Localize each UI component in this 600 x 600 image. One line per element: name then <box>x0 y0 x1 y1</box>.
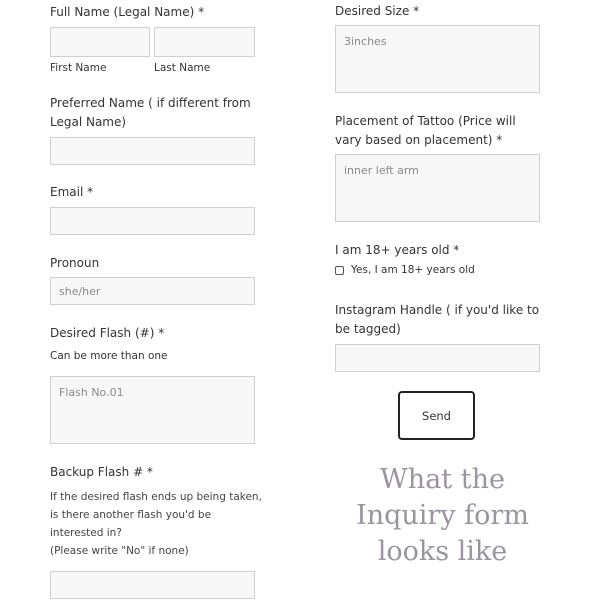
instagram-label: Instagram Handle ( if you'd like to be tagged) <box>335 303 540 336</box>
backup-flash-help-line: is there another flash you'd be <box>50 509 212 521</box>
email-input[interactable] <box>50 207 255 235</box>
placement-label: Placement of Tattoo (Price will vary based on placement) * <box>335 114 516 147</box>
backup-flash-help-line: interested in? <box>50 527 122 539</box>
age-label: I am 18+ years old * <box>335 243 460 257</box>
desired-size-textarea[interactable] <box>335 25 540 93</box>
caption-line: What the <box>380 464 505 495</box>
desired-flash-label: Desired Flash (#) * <box>50 326 165 340</box>
preferred-name-label: Preferred Name ( if different from Legal Name) <box>50 96 251 129</box>
email-label: Email * <box>50 185 94 199</box>
pronoun-input[interactable] <box>50 277 255 305</box>
desired-size-label: Desired Size * <box>335 4 420 18</box>
first-name-sublabel: First Name <box>50 62 107 74</box>
caption-text <box>330 462 555 570</box>
send-button[interactable]: Send <box>398 391 475 440</box>
full-name-label: Full Name (Legal Name) * <box>50 5 205 19</box>
instagram-input[interactable] <box>335 344 540 372</box>
last-name-sublabel: Last Name <box>154 62 211 74</box>
caption-line: looks like <box>377 536 508 567</box>
backup-flash-help-line: (Please write "No" if none) <box>50 545 189 557</box>
last-name-input[interactable] <box>154 27 255 57</box>
backup-flash-label: Backup Flash # * <box>50 465 153 479</box>
age-checkbox[interactable] <box>335 266 344 275</box>
desired-flash-help: Can be more than one <box>50 350 168 362</box>
backup-flash-help-line: If the desired flash ends up being taken, <box>50 491 262 503</box>
desired-flash-textarea[interactable] <box>50 376 255 444</box>
placement-textarea[interactable] <box>335 154 540 222</box>
first-name-input[interactable] <box>50 27 150 57</box>
pronoun-label: Pronoun <box>50 256 100 270</box>
preferred-name-input[interactable] <box>50 137 255 165</box>
age-checkbox-label[interactable]: Yes, I am 18+ years old <box>351 264 475 276</box>
backup-flash-input[interactable] <box>50 571 255 599</box>
backup-flash-help <box>50 488 265 560</box>
caption-line: Inquiry form <box>356 500 529 531</box>
